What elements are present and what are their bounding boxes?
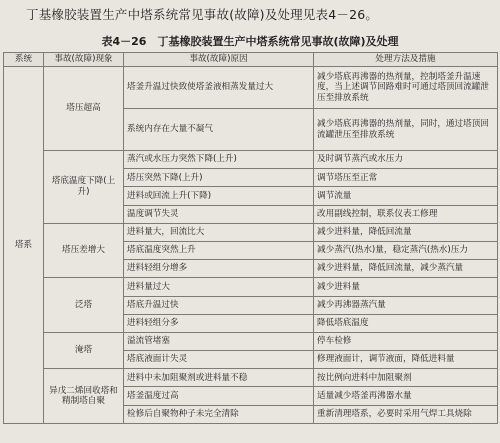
measure-cell: 适量减少塔釜再沸器水量 (314, 387, 498, 405)
table-caption: 表4－26 丁基橡胶装置生产中塔系统常见事故(故障)及处理 (101, 35, 399, 48)
system-cell: 塔系 (4, 67, 44, 424)
fault-cell: 塔底温度下降(上升) (44, 151, 124, 224)
cause-cell: 进料轻组分增多 (124, 260, 314, 278)
measure-cell: 减少塔底再沸器的热剂量，同时，通过塔顶回流罐泄压至排放系统 (314, 109, 498, 151)
cause-cell: 塔釜温度过高 (124, 387, 314, 405)
table-row (4, 151, 498, 169)
cause-cell: 溢流管堵塞 (124, 332, 314, 350)
measure-cell: 停车检修 (314, 332, 498, 350)
measure-cell: 降低塔底温度 (314, 314, 498, 332)
table-header-row (4, 53, 498, 67)
fault-cell: 泛塔 (44, 278, 124, 333)
table-row (4, 369, 498, 387)
fault-cell: 塔压超高 (44, 67, 124, 151)
fault-cell: 淹塔 (44, 332, 124, 368)
measure-cell: 减少蒸汽(热水)量，稳定蒸汽(热水)压力 (314, 241, 498, 259)
cause-cell: 进料量过大 (124, 278, 314, 296)
measure-cell: 减少进料量，降低回流量，减少蒸汽量 (314, 260, 498, 278)
header-fault: 事故(故障)现象 (44, 53, 124, 67)
measure-cell: 调节流量 (314, 187, 498, 205)
fault-cell: 塔压差增大 (44, 223, 124, 278)
measure-cell: 减少进料量 (314, 278, 498, 296)
cause-cell: 进料中未加阻聚剂或进料量不稳 (124, 369, 314, 387)
header-measure: 处理方法及措施 (314, 53, 498, 67)
cause-cell: 蒸汽或水压力突然下降(上升) (124, 151, 314, 169)
cause-cell: 检修后自聚物种子未完全清除 (124, 405, 314, 423)
fault-table (3, 52, 498, 424)
measure-cell: 减少塔底再沸器的热剂量，控制塔釜升温速度，当上述调节回路难时可通过塔顶回流罐泄压至排放系统 (314, 67, 498, 109)
cause-cell: 塔底液面计失灵 (124, 351, 314, 369)
cause-cell: 塔底温度突然上升 (124, 241, 314, 259)
measure-cell: 改用副线控制，联系仪表工修理 (314, 205, 498, 223)
header-system: 系统 (4, 53, 44, 67)
cause-cell: 进料或回流上升(下降) (124, 187, 314, 205)
table-row (4, 278, 498, 296)
intro-text: 丁基橡胶装置生产中塔系统常见事故(故障)及处理见表4－26。 (26, 7, 379, 22)
table-row (4, 332, 498, 350)
measure-cell: 减少进料量，降低回流量 (314, 223, 498, 241)
cause-cell: 系统内存在大量不凝气 (124, 109, 314, 151)
cause-cell: 进料量大，回流比大 (124, 223, 314, 241)
measure-cell: 减少再沸器蒸汽量 (314, 296, 498, 314)
measure-cell: 按比例向进料中加阻聚剂 (314, 369, 498, 387)
table-row (4, 223, 498, 241)
cause-cell: 进料轻组分多 (124, 314, 314, 332)
fault-cell: 异戊二烯回收塔和精制塔自聚 (44, 369, 124, 424)
cause-cell: 塔压突然下降(上升) (124, 169, 314, 187)
cause-cell: 塔底升温过快 (124, 296, 314, 314)
cause-cell: 塔釜升温过快致使塔釜液相蒸发量过大 (124, 67, 314, 109)
measure-cell: 重新清理塔系，必要时采用气焊工具烧除 (314, 405, 498, 423)
measure-cell: 及时调节蒸汽或水压力 (314, 151, 498, 169)
cause-cell: 温度调节失灵 (124, 205, 314, 223)
table-row (4, 67, 498, 109)
header-cause: 事故(故障)原因 (124, 53, 314, 67)
measure-cell: 修理液面计，调节液面，降低进料量 (314, 351, 498, 369)
measure-cell: 调节塔压至正常 (314, 169, 498, 187)
